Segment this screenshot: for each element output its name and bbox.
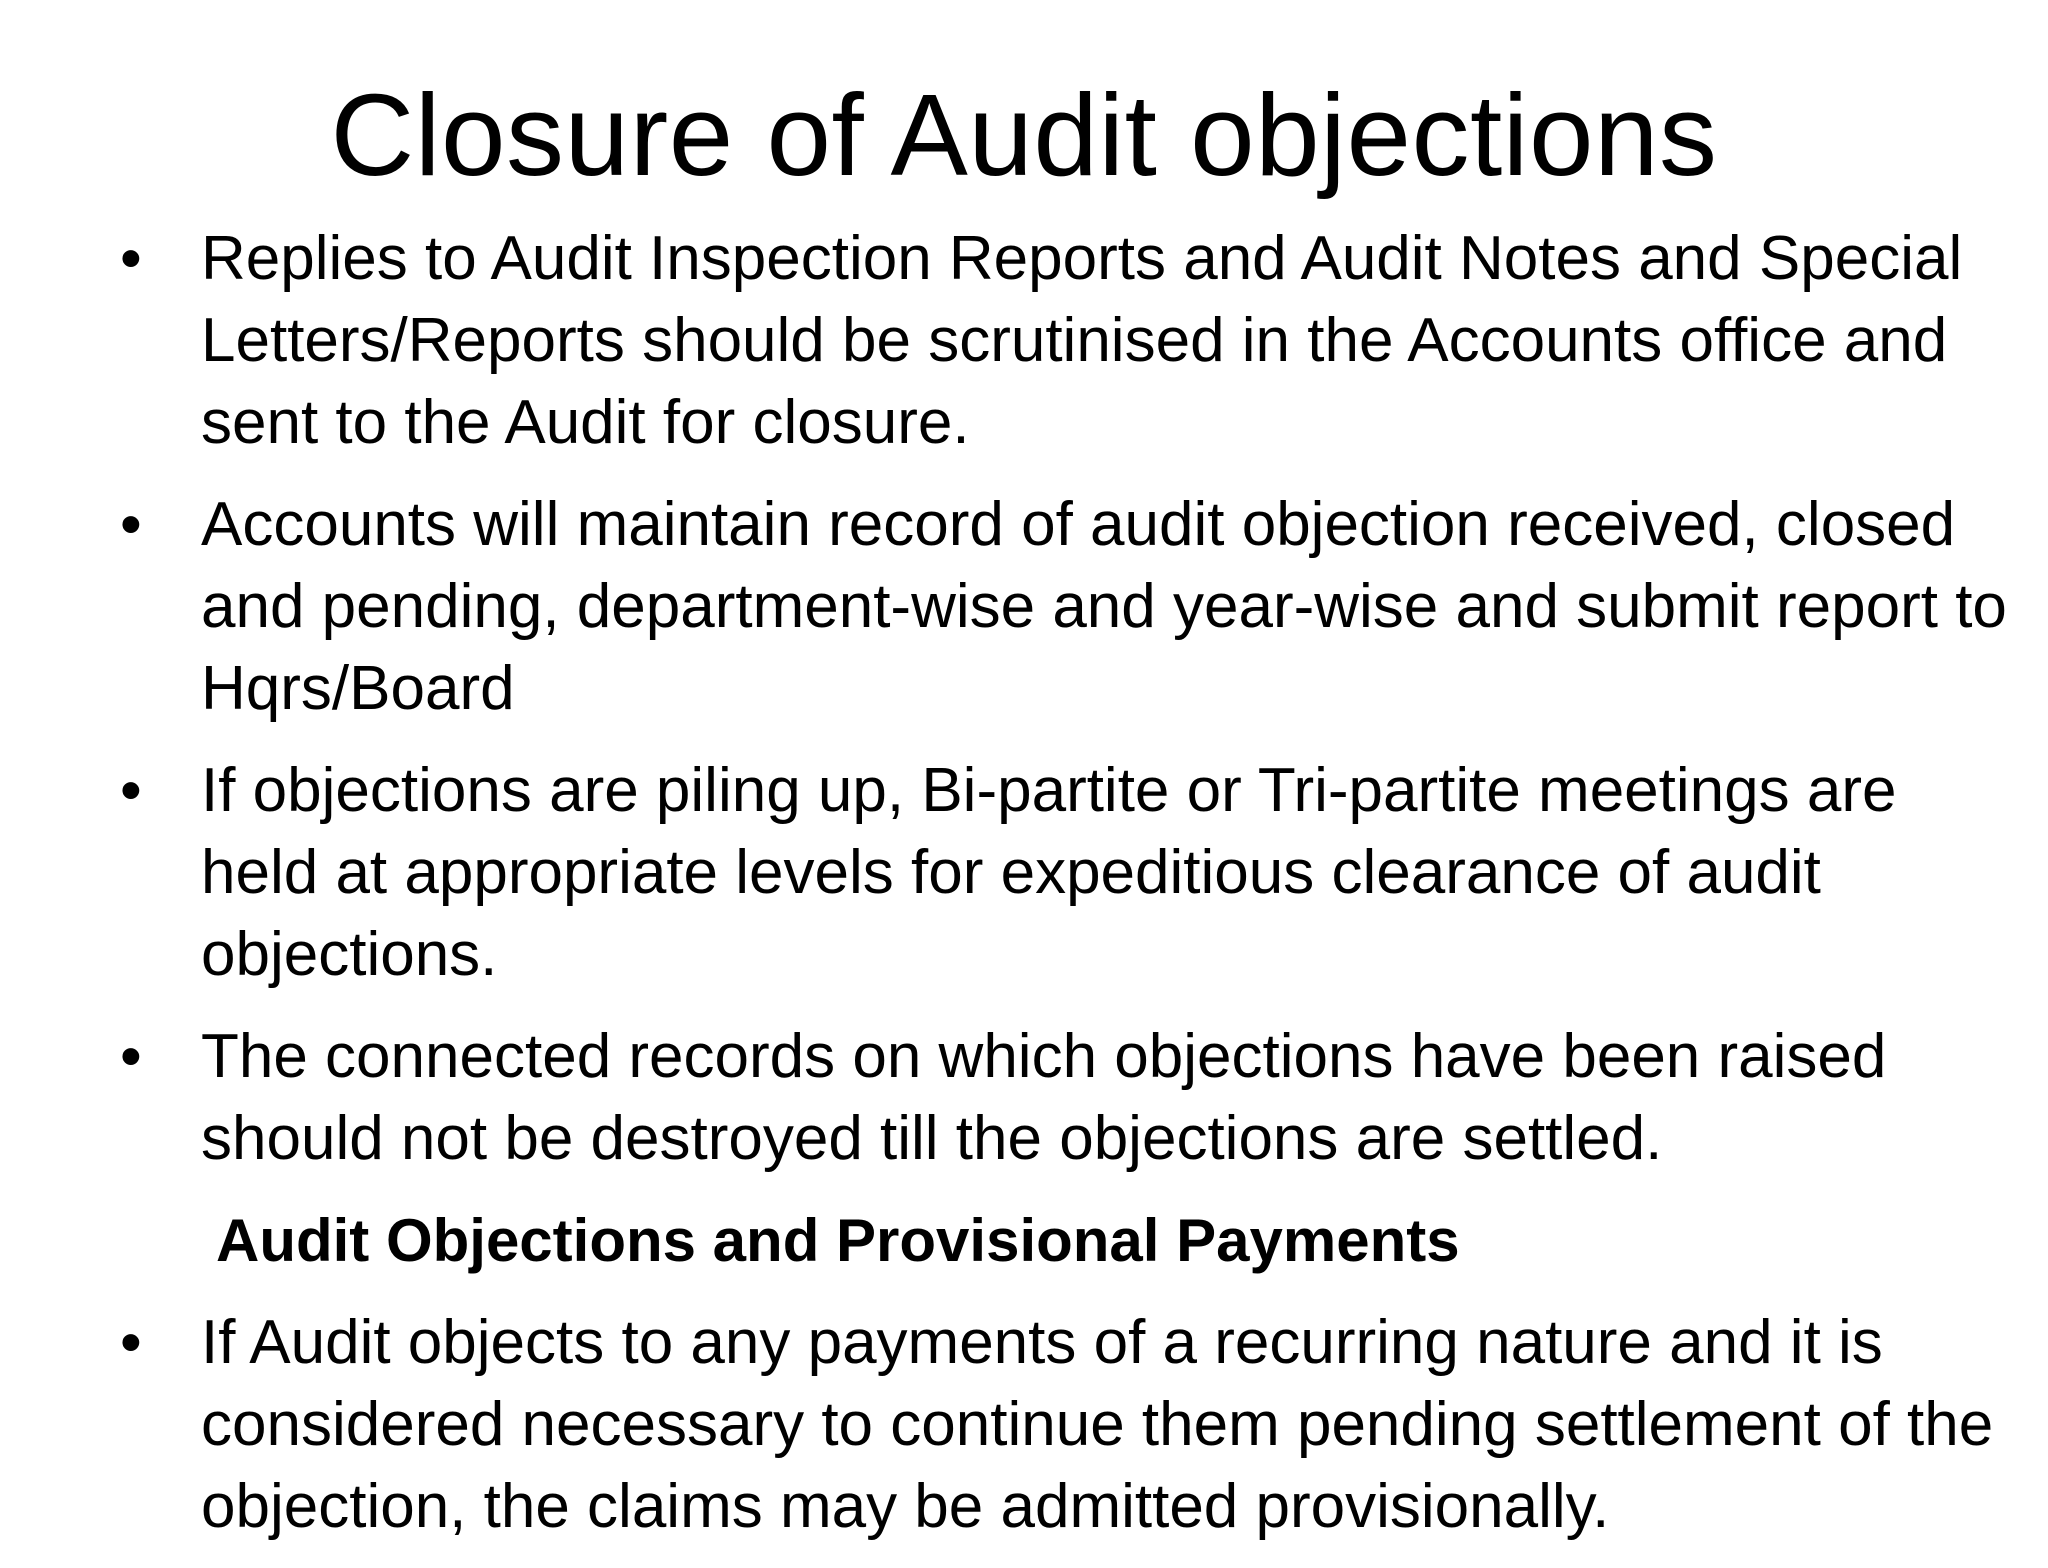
bullet-dot-icon: • <box>120 1308 142 1377</box>
bullet-list <box>120 218 2020 1568</box>
bullet-dot-icon: • <box>120 756 142 825</box>
bullet-item <box>120 1016 2020 1180</box>
bullet-dot-icon: • <box>120 1022 142 1091</box>
bullet-item <box>120 750 2020 996</box>
bullet-item <box>120 218 2020 464</box>
slide-title: Closure of Audit objections <box>330 70 1718 200</box>
bullet-item <box>120 1302 2020 1548</box>
section-subheading: Audit Objections and Provisional Payments <box>216 1207 1460 1274</box>
bullet-dot-icon: • <box>120 224 142 293</box>
bullet-text: The connected records on which objections have been raised should not be destroyed till the objections are settled. <box>201 1022 1887 1173</box>
bullet-dot-icon: • <box>120 490 142 559</box>
bullet-text: Accounts will maintain record of audit objection received, closed and pending, department-wise and year-wise and submit report to Hqrs/Board <box>201 490 2007 723</box>
bullet-text: Replies to Audit Inspection Reports and Audit Notes and Special Letters/Reports should be scrutinised in the Accounts office and sent to the Audit for closure. <box>201 224 1963 457</box>
bullet-item <box>120 484 2020 730</box>
bullet-text: If Audit objects to any payments of a recurring nature and it is considered necessary to continue them pending settlement of the objection, the claims may be admitted provisionally. <box>201 1308 1994 1541</box>
bullet-text: If objections are piling up, Bi-partite or Tri-partite meetings are held at appropriate levels for expeditious clearance of audit objections. <box>201 756 1897 989</box>
